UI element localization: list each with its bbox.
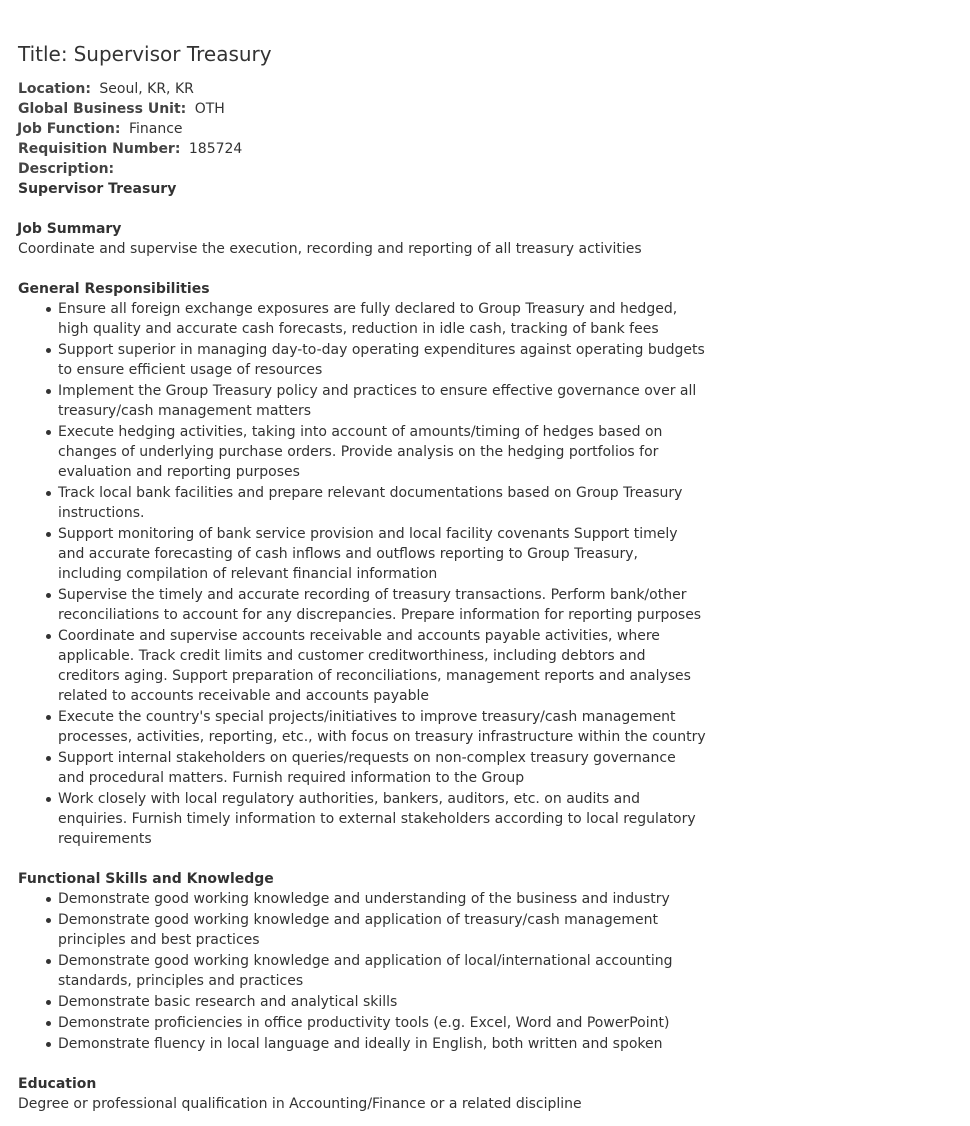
list-item: Execute hedging activities, taking into account of amounts/timing of hedges based on changes of underlying purchase orders. Provide analysis on the hedging portfolios for evaluation and reporting purposes [58, 422, 706, 482]
title-label: Title: [18, 42, 68, 66]
business-unit-value: OTH [194, 101, 225, 117]
list-item: Ensure all foreign exchange exposures are fully declared to Group Treasury and hedged, high quality and accurate cash forecasts, reduction in idle cash, tracking of bank fees [58, 299, 706, 339]
job-function-row [17, 119, 970, 139]
job-function-label: Job Function: [17, 121, 121, 137]
list-item: Demonstrate good working knowledge and application of local/international accounting standards, principles and practices [58, 951, 706, 991]
list-item: Support superior in managing day-to-day operating expenditures against operating budgets to ensure efficient usage of resources [58, 342, 705, 378]
list-item: Supervise the timely and accurate recording of treasury transactions. Perform bank/other reconciliations to account for any discrepancies. Prepare information for reporting purposes [58, 585, 706, 625]
list-item: Support monitoring of bank service provision and local facility covenants Support timely and accurate forecasting of cash inflows and outflows reporting to Group Treasury, including compilation of relevant financial information [58, 524, 706, 584]
list-item: Demonstrate good working knowledge and understanding of the business and industry [58, 889, 706, 909]
list-item: Coordinate and supervise accounts receivable and accounts payable activities, where applicable. Track credit limits and customer creditworthiness, including debtors and creditors aging. Support preparation of reconciliations, management reports and analyses related to accounts receivable and accounts payable [58, 626, 706, 706]
description-row [18, 159, 970, 179]
list-item: Demonstrate basic research and analytical skills [58, 992, 706, 1012]
description-label: Description: [18, 161, 115, 177]
list-item: Demonstrate good working knowledge and application of treasury/cash management principles and best practices [58, 910, 706, 950]
business-unit-label: Global Business Unit: [18, 101, 187, 117]
list-item: Demonstrate fluency in local language and ideally in English, both written and spoken [58, 1034, 706, 1054]
job-summary-text: Coordinate and supervise the execution, recording and reporting of all treasury activities [18, 241, 642, 257]
functional-skills-heading: Functional Skills and Knowledge [18, 871, 274, 887]
job-function-value: Finance [128, 121, 183, 137]
requisition-value: 185724 [188, 141, 243, 157]
functional-skills-list [18, 889, 706, 1054]
requisition-label: Requisition Number: [18, 141, 181, 157]
list-item: Support internal stakeholders on queries/requests on non-complex treasury governance and procedural matters. Furnish required information to the Group [58, 748, 706, 788]
title-value: Supervisor Treasury [73, 42, 272, 66]
list-item: Track local bank facilities and prepare relevant documentations based on Group Treasury instructions. [58, 483, 706, 523]
education-heading: Education [18, 1076, 97, 1092]
job-summary-heading: Job Summary [17, 221, 122, 237]
requisition-row [18, 139, 970, 159]
description-title: Supervisor Treasury [18, 181, 177, 197]
list-item: Implement the Group Treasury policy and practices to ensure effective governance over all treasury/cash management matters [58, 381, 706, 421]
location-value: Seoul, KR, KR [99, 81, 194, 97]
general-responsibilities-list [18, 299, 706, 849]
location-label: Location: [18, 81, 91, 97]
list-item: Work closely with local regulatory authorities, bankers, auditors, etc. on audits and enquiries. Furnish timely information to external stakeholders according to local regulatory requirements [58, 789, 706, 849]
general-responsibilities-heading: General Responsibilities [18, 281, 210, 297]
location-row [18, 79, 970, 99]
business-unit-row [18, 99, 970, 119]
list-item: Execute the country's special projects/initiatives to improve treasury/cash management processes, activities, reporting, etc., with focus on treasury infrastructure within the country [58, 709, 706, 745]
page-title [18, 39, 970, 69]
education-text: Degree or professional qualification in Accounting/Finance or a related discipline [18, 1096, 582, 1112]
list-item: Demonstrate proficiencies in office productivity tools (e.g. Excel, Word and PowerPoint) [58, 1013, 706, 1033]
